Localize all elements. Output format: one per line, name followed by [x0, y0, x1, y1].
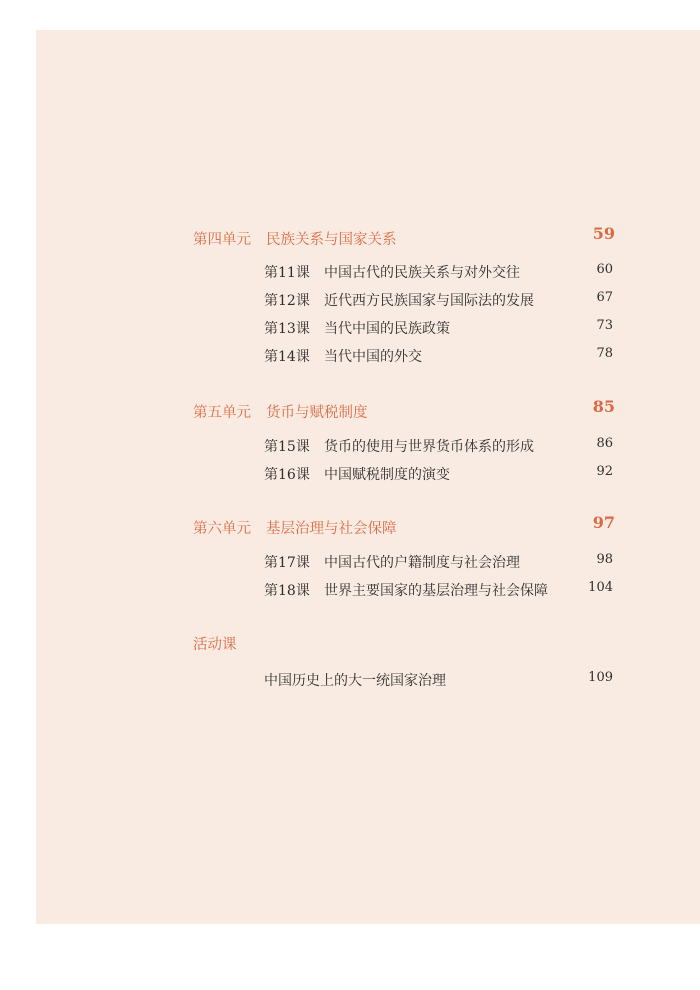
lesson-page: 67: [596, 290, 613, 305]
unit-title: 货币与赋税制度: [266, 405, 368, 421]
lesson-page: 78: [596, 346, 613, 361]
unit-heading: [193, 224, 615, 248]
lesson-row: [264, 552, 615, 572]
lesson-page: 86: [596, 436, 613, 451]
lesson-row: [264, 290, 615, 310]
lesson-page: 73: [596, 318, 613, 333]
lesson-number: 第16课: [264, 467, 310, 483]
activity-row: [264, 670, 615, 690]
lesson-row: [264, 580, 615, 600]
activity-page: 109: [588, 670, 613, 685]
lesson-title: 近代西方民族国家与国际法的发展: [324, 293, 534, 309]
lesson-number: 第18课: [264, 583, 310, 599]
unit-page: 97: [592, 513, 615, 532]
unit-title: 民族关系与国家关系: [266, 232, 397, 248]
unit-heading: [193, 513, 615, 537]
unit-number: 第五单元: [193, 405, 251, 421]
unit-heading: [193, 397, 615, 421]
lesson-title: 中国古代的户籍制度与社会治理: [324, 555, 520, 571]
lesson-row: [264, 464, 615, 484]
lesson-number: 第11课: [264, 265, 310, 281]
activity-title: 中国历史上的大一统国家治理: [264, 673, 446, 689]
lesson-row: [264, 318, 615, 338]
lesson-number: 第15课: [264, 439, 310, 455]
unit-page: 85: [592, 397, 615, 416]
lesson-title: 世界主要国家的基层治理与社会保障: [324, 583, 548, 599]
unit-title: 基层治理与社会保障: [266, 521, 397, 537]
lesson-title: 货币的使用与世界货币体系的形成: [324, 439, 534, 455]
lesson-title: 当代中国的外交: [324, 349, 422, 365]
lesson-page: 98: [596, 552, 613, 567]
lesson-number: 第14课: [264, 349, 310, 365]
unit-number: 第六单元: [193, 521, 251, 537]
unit-number: 第四单元: [193, 232, 251, 248]
unit-page: 59: [592, 224, 615, 243]
lesson-number: 第13课: [264, 321, 310, 337]
lesson-row: [264, 436, 615, 456]
lesson-page: 60: [596, 262, 613, 277]
lesson-title: 中国赋税制度的演变: [324, 467, 450, 483]
lesson-title: 中国古代的民族关系与对外交往: [324, 265, 520, 281]
lesson-page: 92: [596, 464, 613, 479]
lesson-row: [264, 346, 615, 366]
lesson-number: 第17课: [264, 555, 310, 571]
activity-heading: 活动课: [193, 637, 237, 653]
lesson-title: 当代中国的民族政策: [324, 321, 450, 337]
lesson-number: 第12课: [264, 293, 310, 309]
lesson-page: 104: [588, 580, 613, 595]
lesson-row: [264, 262, 615, 282]
